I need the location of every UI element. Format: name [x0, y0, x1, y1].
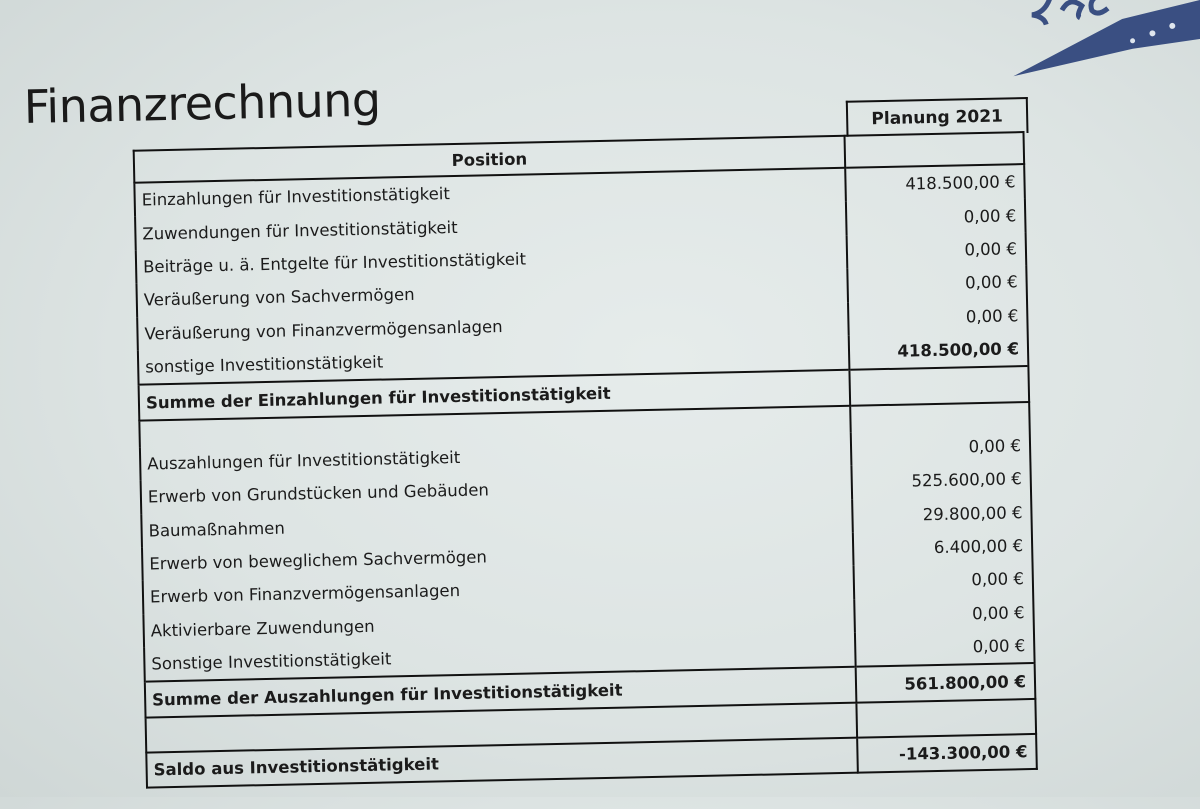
- row-label: Veräußerung von Sachvermögen: [136, 269, 847, 317]
- sum-label: Summe der Einzahlungen für Investitionstätigkeit: [139, 370, 851, 420]
- row-label: Erwerb von beweglichem Sachvermögen: [142, 533, 853, 581]
- row-label: Zuwendungen für Investitionstätigkeit: [135, 202, 846, 250]
- row-value: 29.800,00 €: [852, 496, 1032, 533]
- row-value: 0,00 €: [854, 596, 1034, 633]
- row-label: Aktivierbare Zuwendungen: [143, 599, 854, 647]
- row-label: Erwerb von Finanzvermögensanlagen: [143, 566, 854, 614]
- saldo-label: Saldo aus Investitionstätigkeit: [146, 738, 858, 788]
- sum-value: [849, 366, 1029, 405]
- column-header-plan: Planung 2021: [846, 97, 1029, 137]
- row-value: 6.400,00 €: [853, 529, 1033, 566]
- row-label: Sonstige Investitionstätigkeit: [144, 633, 856, 682]
- sum-value: 561.800,00 €: [856, 663, 1036, 702]
- sum-label: Summe der Auszahlungen für Investitionstätigkeit: [145, 667, 857, 717]
- row-value: 0,00 €: [853, 562, 1033, 599]
- row-label: sonstige Investitionstätigkeit: [138, 336, 850, 385]
- row-label: Veräußerung von Finanzvermögensanlagen: [137, 302, 848, 350]
- column-header-position: Position: [134, 136, 845, 183]
- blank-cell: [856, 699, 1036, 738]
- row-value: 0,00 €: [848, 299, 1028, 336]
- saldo-value: -143.300,00 €: [857, 734, 1037, 773]
- row-value: 0,00 €: [847, 265, 1027, 302]
- column-header-value: [844, 132, 1024, 168]
- row-value: 0,00 €: [846, 198, 1026, 235]
- row-label: Auszahlungen für Investitionstätigkeit: [140, 432, 851, 480]
- row-value: 0,00 €: [855, 629, 1035, 667]
- row-label: Einzahlungen für Investitionstätigkeit: [134, 168, 846, 217]
- row-value: 418.500,00 €: [849, 332, 1029, 370]
- row-label: Baumaßnahmen: [141, 499, 852, 547]
- row-value: 0,00 €: [847, 232, 1027, 269]
- row-label: Beiträge u. ä. Entgelte für Investitionstätigkeit: [136, 236, 847, 284]
- spacer-cell: [850, 402, 1030, 433]
- row-value: 418.500,00 €: [845, 164, 1025, 202]
- finance-table: [133, 131, 1038, 789]
- page-title: Finanzrechnung: [23, 72, 382, 134]
- row-value: 525.600,00 €: [851, 462, 1031, 499]
- row-value: 0,00 €: [851, 429, 1031, 466]
- team-logo-icon: [1001, 0, 1200, 91]
- row-label: Erwerb von Grundstücken und Gebäuden: [141, 466, 852, 514]
